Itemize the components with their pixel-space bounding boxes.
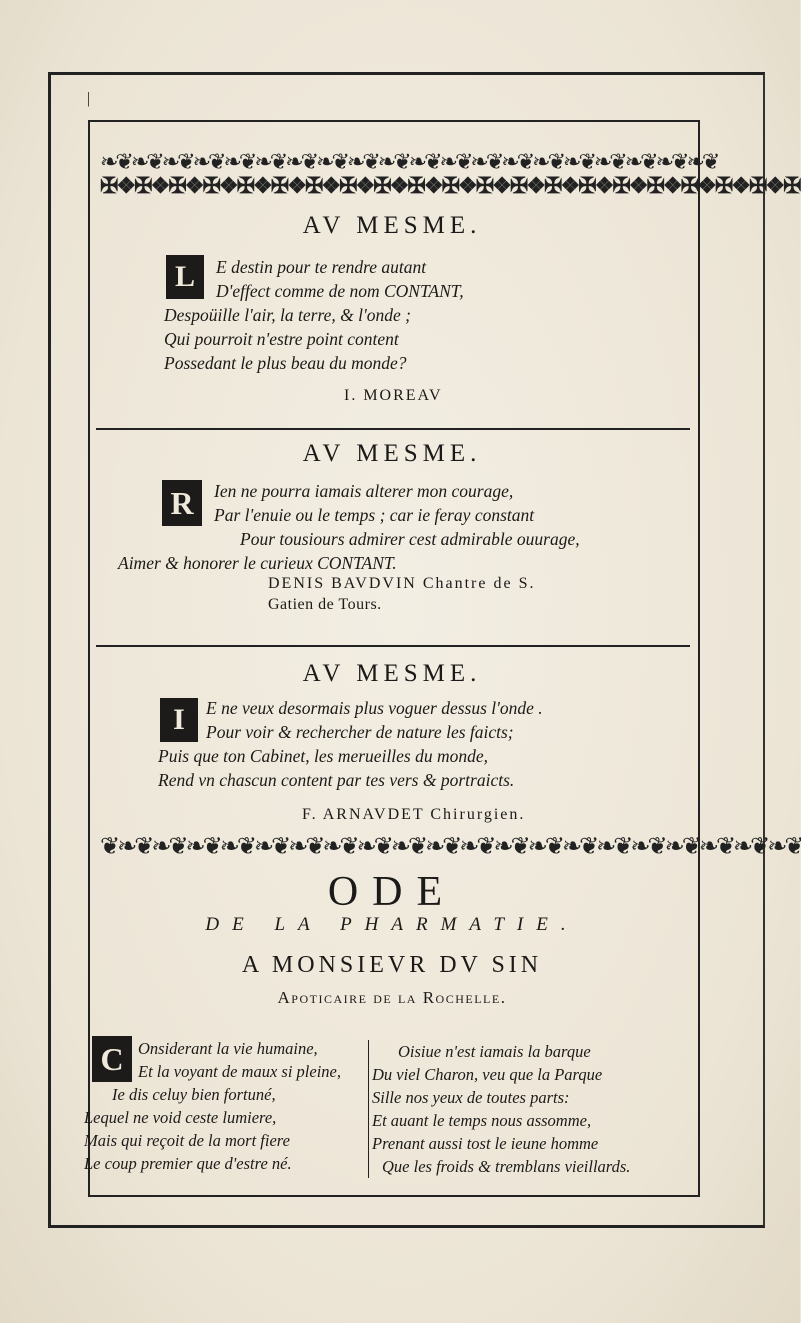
poem3-dropcap: I [160, 698, 198, 742]
poem1-dropcap: L [166, 255, 204, 299]
verse-line: Oisiue n'est iamais la barque [398, 1042, 591, 1061]
poem1-signature: I. MOREAV [344, 387, 443, 404]
verse-line: Et la voyant de maux si pleine, [138, 1062, 341, 1081]
folio-mark: | [86, 90, 91, 107]
verse-line: Prenant aussi tost le ieune homme [372, 1134, 599, 1153]
poem1-heading: AV MESME. [302, 212, 482, 239]
ode-left-column [84, 1037, 341, 1175]
ode-dropcap: C [92, 1036, 132, 1082]
ode-subtitle: DE LA PHARMATIE. [205, 914, 579, 935]
ode-address: A MONSIEVR DV SIN [241, 952, 543, 978]
verse-line: Que les froids & tremblans vieillards. [382, 1157, 631, 1176]
ornament-row: ❧❦❧❦❧❦❧❦❧❦❧❦❧❦❧❦❧❦❧❦❧❦❧❦❧❦❧❦❧❦❧❦❧❦❧❦❧❦❧❦ [100, 149, 718, 174]
verse-line: Pour tousiours admirer cest admirable ouurage, [240, 529, 580, 549]
verse-line: D'effect comme de nom CONTANT, [216, 281, 464, 301]
verse-line: Pour voir & rechercher de nature les faicts; [206, 722, 514, 742]
poem2-signature-line1: DENIS BAVDVIN Chantre de S. [268, 575, 536, 592]
verse-line: Puis que ton Cabinet, les merueilles du monde, [158, 746, 489, 766]
poem3-signature: F. ARNAVDET Chirurgien. [302, 806, 526, 823]
middle-ornament-band: ❦❧❦❧❦❧❦❧❦❧❦❧❦❧❦❧❦❧❦❧❦❧❦❧❦❧❦❧❦❧❦❧❦❧❦❧❦❧❦❧❦ [100, 834, 801, 860]
verse-line: Possedant le plus beau du monde? [164, 353, 407, 373]
poem2-heading: AV MESME. [302, 440, 482, 467]
ode-address-line2: Apoticaire de la Rochelle. [277, 988, 507, 1007]
top-ornament-band [100, 149, 800, 198]
verse-line: Le coup premier que d'estre né. [84, 1154, 292, 1173]
verse-line: Qui pourroit n'estre point content [164, 329, 399, 349]
verse-line: Du viel Charon, veu que la Parque [372, 1065, 603, 1084]
verse-line: Rend vn chascun content par tes vers & portraicts. [158, 770, 515, 790]
verse-line: Sille nos yeux de toutes parts: [372, 1088, 570, 1107]
poem2-dropcap: R [162, 480, 202, 526]
ornament-row: ✠❖✠❖✠❖✠❖✠❖✠❖✠❖✠❖✠❖✠❖✠❖✠❖✠❖✠❖✠❖✠❖✠❖✠❖✠❖✠❖✠ [100, 173, 800, 198]
verse-line: Ie dis celuy bien fortuné, [112, 1085, 276, 1104]
poem3-heading: AV MESME. [302, 660, 482, 687]
ode-right-column [372, 1040, 630, 1178]
ode-title: ODE [327, 869, 457, 915]
column-divider [368, 1040, 369, 1178]
verse-line: Mais qui reçoit de la mort fiere [84, 1131, 290, 1150]
verse-line: Ien ne pourra iamais alterer mon courage, [214, 481, 514, 501]
verse-line: E destin pour te rendre autant [216, 257, 427, 277]
poem2-verse [118, 479, 580, 575]
poem2-signature-line2: Gatien de Tours. [268, 596, 382, 613]
verse-line: Aimer & honorer le curieux CONTANT. [118, 553, 397, 573]
verse-line: E ne veux desormais plus voguer dessus l'onde . [206, 698, 543, 718]
section-rule [96, 645, 690, 647]
poem3-verse [158, 696, 543, 792]
verse-line: Onsiderant la vie humaine, [138, 1039, 318, 1058]
poem1-verse [164, 255, 464, 375]
section-rule [96, 428, 690, 430]
verse-line: Despoüille l'air, la terre, & l'onde ; [164, 305, 411, 325]
verse-line: Et auant le temps nous assomme, [372, 1111, 592, 1130]
verse-line: Par l'enuie ou le temps ; car ie feray constant [214, 505, 535, 525]
verse-line: Lequel ne void ceste lumiere, [84, 1108, 277, 1127]
